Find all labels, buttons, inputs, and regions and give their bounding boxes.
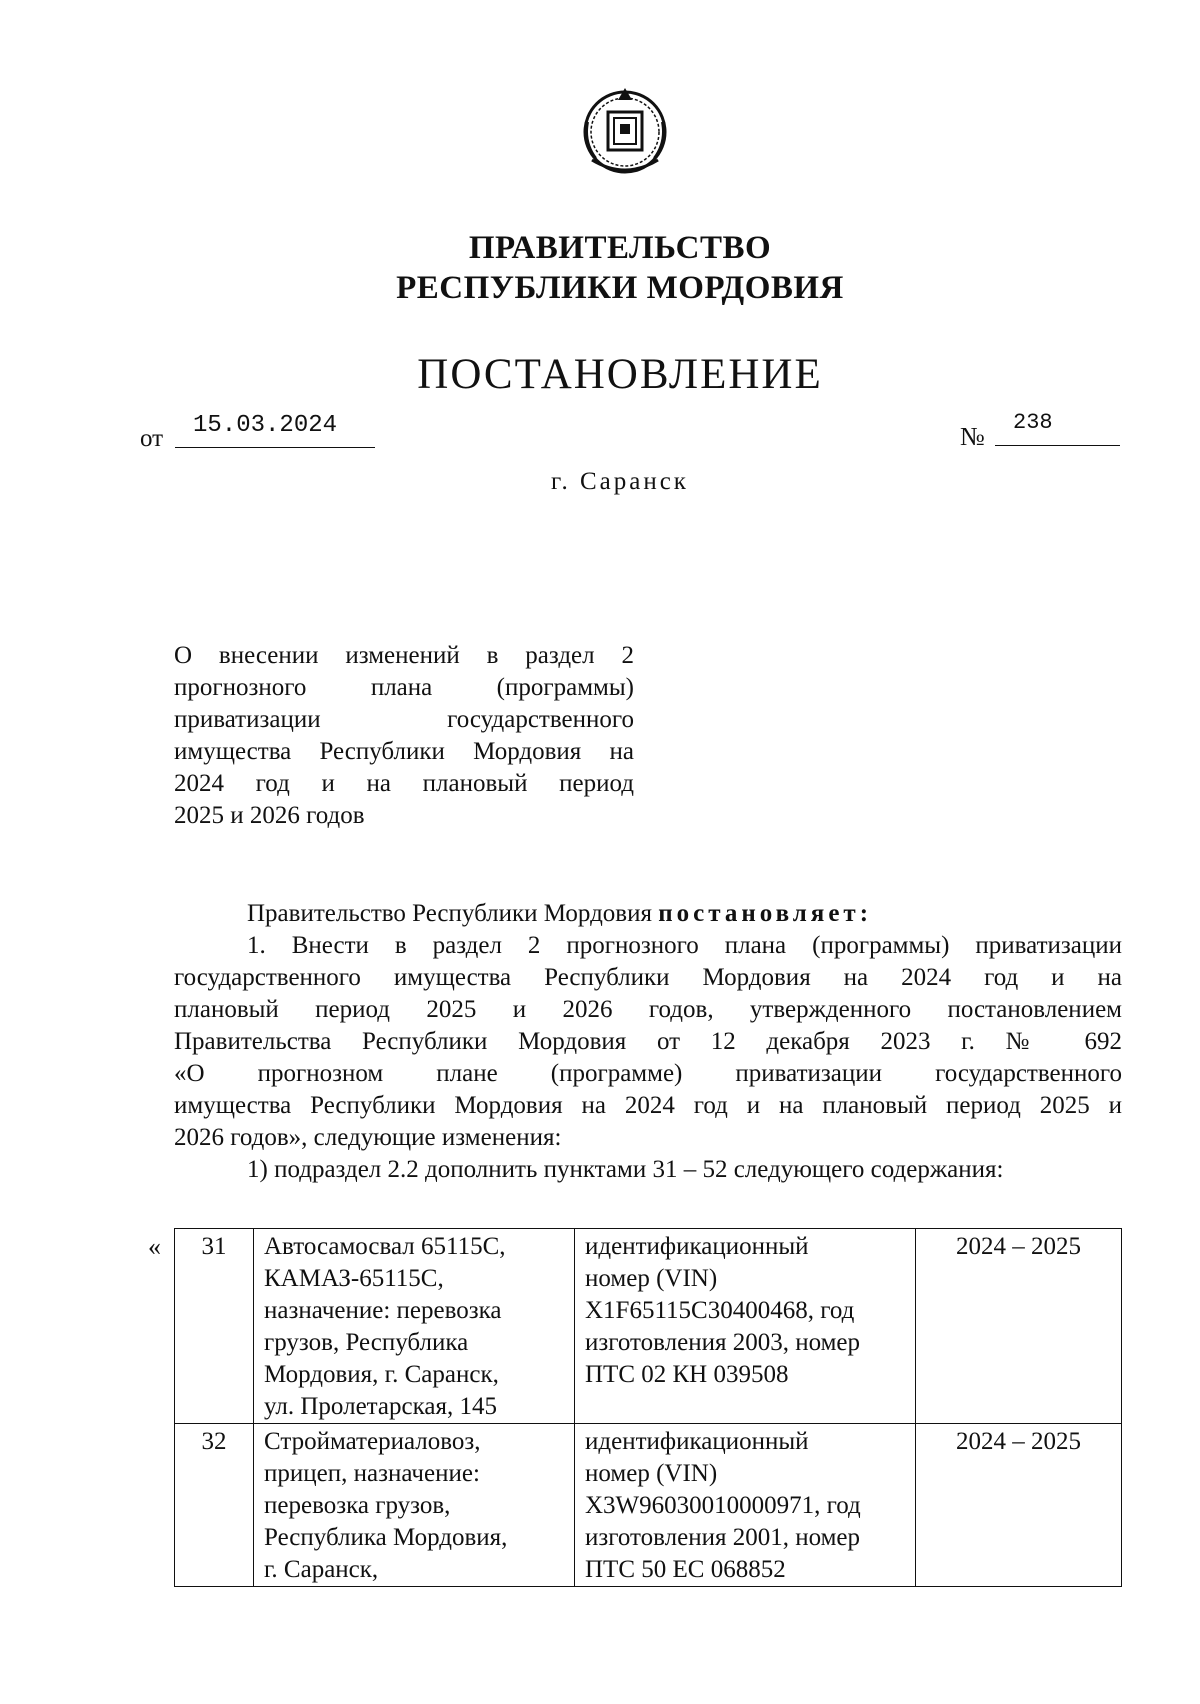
date-prefix: от xyxy=(140,425,164,452)
item-ident-line: изготовления 2001, номер xyxy=(585,1524,861,1551)
document-number: 238 xyxy=(995,410,1120,446)
item-name-line: назначение: перевозка xyxy=(264,1297,502,1324)
body-line: имущества Республики Мордовия на 2024 год и на плановый период 2025 и xyxy=(174,1092,1122,1119)
opening-quote: « xyxy=(148,1232,161,1261)
government-title-line1: ПРАВИТЕЛЬСТВО xyxy=(468,230,772,266)
table-row xyxy=(175,1229,1122,1424)
item-identification xyxy=(575,1229,916,1424)
item-ident-line: номер (VIN) xyxy=(585,1460,718,1487)
item-name-line: КАМАЗ-65115С, xyxy=(264,1265,444,1292)
item-name-line: прицеп, назначение: xyxy=(264,1460,480,1487)
item-name-line: ул. Пролетарская, 145 xyxy=(264,1393,497,1420)
body-line: «О прогнозном плане (программе) приватизации государственного xyxy=(174,1060,1122,1087)
subject-line: приватизации государственного xyxy=(174,706,634,733)
city-name: г. Саранск xyxy=(551,468,689,495)
item-name-line: Стройматериаловоз, xyxy=(264,1428,481,1455)
item-name-line: г. Саранск, xyxy=(264,1556,379,1583)
preamble-action: постановляет: xyxy=(658,900,873,927)
preamble-text: Правительство Республики Мордовия xyxy=(247,900,652,927)
preamble xyxy=(174,898,1122,930)
body-line: Правительства Республики Мордовия от 12 декабря 2023 г. № 692 xyxy=(174,1028,1122,1055)
item-period: 2024 – 2025 xyxy=(916,1424,1122,1587)
subject-line: прогнозного плана (программы) xyxy=(174,674,634,701)
document-date: 15.03.2024 xyxy=(175,412,375,448)
item-ident-line: X3W96030010000971, год xyxy=(585,1492,861,1519)
item-ident-line: номер (VIN) xyxy=(585,1265,718,1292)
body-line: плановый период 2025 и 2026 годов, утвержденного постановлением xyxy=(174,996,1122,1023)
item-number: 32 xyxy=(175,1424,254,1587)
item-ident-line: изготовления 2003, номер xyxy=(585,1329,861,1356)
item-ident-line: идентификационный xyxy=(585,1428,809,1455)
subject-line: 2024 год и на плановый период xyxy=(174,770,634,797)
item-ident-line: X1F65115C30400468, год xyxy=(585,1297,855,1324)
item-name xyxy=(254,1229,575,1424)
item-name-line: грузов, Республика xyxy=(264,1329,469,1356)
number-prefix: № xyxy=(960,422,985,451)
table-row xyxy=(175,1424,1122,1587)
item-name-line: Автосамосвал 65115С, xyxy=(264,1233,506,1260)
subject-line: О внесении изменений в раздел 2 xyxy=(174,642,634,669)
document-type: ПОСТАНОВЛЕНИЕ xyxy=(417,351,823,398)
item-name-line: Мордовия, г. Саранск, xyxy=(264,1361,499,1388)
body-line: 1. Внести в раздел 2 прогнозного плана (программы) приватизации xyxy=(247,932,1122,959)
subject-line: имущества Республики Мордовия на xyxy=(174,738,634,765)
item-name-line: Республика Мордовия, xyxy=(264,1524,508,1551)
item-name-line: перевозка грузов, xyxy=(264,1492,451,1519)
body-line: государственного имущества Республики Мордовия на 2024 год и на xyxy=(174,964,1122,991)
item-period: 2024 – 2025 xyxy=(916,1229,1122,1424)
item-number: 31 xyxy=(175,1229,254,1424)
item-ident-line: ПТС 50 ЕС 068852 xyxy=(585,1556,786,1583)
subject-line: 2025 и 2026 годов xyxy=(174,802,365,829)
body-line: 2026 годов», следующие изменения: xyxy=(174,1124,562,1151)
subitem-line: 1) подраздел 2.2 дополнить пунктами 31 – 52 следующего содержания: xyxy=(247,1156,1004,1183)
item-ident-line: идентификационный xyxy=(585,1233,809,1260)
document-subject xyxy=(174,640,634,832)
coat-of-arms-mordovia-icon xyxy=(570,82,680,182)
privatization-items-table xyxy=(174,1228,1122,1587)
item-identification xyxy=(575,1424,916,1587)
document-body xyxy=(174,898,1122,1186)
item-name xyxy=(254,1424,575,1587)
item-ident-line: ПТС 02 КН 039508 xyxy=(585,1361,789,1388)
government-title-line2: РЕСПУБЛИКИ МОРДОВИЯ xyxy=(396,270,844,306)
